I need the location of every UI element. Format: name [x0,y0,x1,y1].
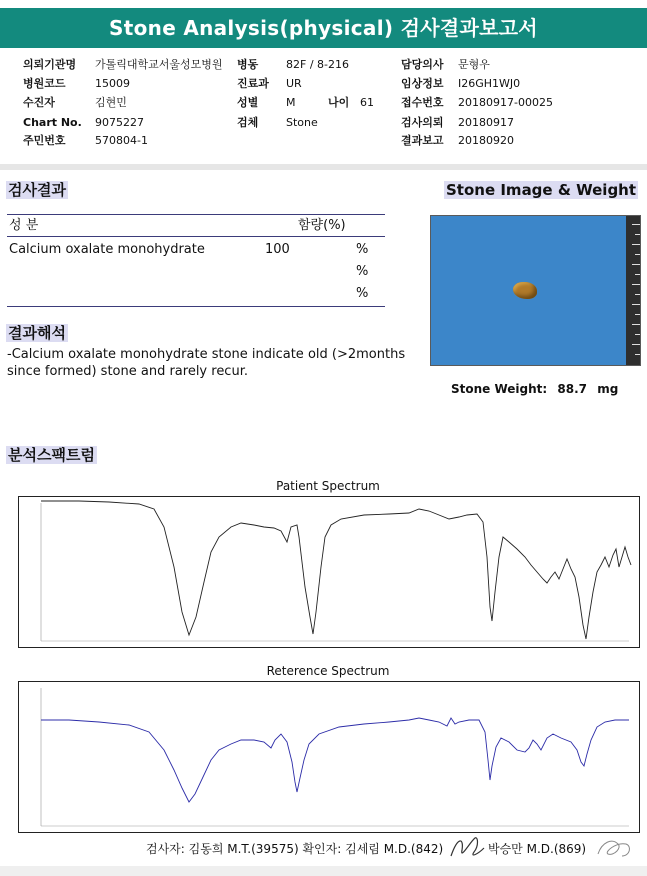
content-column-header: 함량(%) [298,218,346,233]
code-label: 병원코드 [23,77,66,90]
hospital-value: 가톨릭대학교서울성모병원 [95,58,223,71]
reference-spectrum-line [41,718,629,802]
request-label: 검사의뢰 [401,116,444,129]
reference-spectrum-plot [18,681,640,833]
id-label: 주민번호 [23,134,66,147]
age-value: 61 [360,96,374,109]
reference-spectrum-title: Reterence Spectrum [266,664,390,678]
specimen-value: Stone [286,116,318,129]
ward-label: 병동 [237,58,259,71]
sex-value: M [286,96,296,109]
results-table-bottom-rule [7,306,385,307]
spectrum-heading: 분석스팩트럼 [8,446,95,464]
interpretation-heading: 결과해석 [8,324,66,342]
handwritten-signature-2 [594,834,636,862]
chart-value: 9075227 [95,116,144,129]
receipt-value: 20180917-00025 [458,96,553,109]
doctor-label: 담당의사 [401,58,444,71]
sex-label: 성별 [237,96,259,109]
interpretation-line-2: since formed) stone and rarely recur. [7,364,248,379]
chart-label: Chart No. [23,116,82,129]
interpretation-line-1: -Calcium oxalate monohydrate stone indicate old (>2months [7,347,406,362]
component-value: 100 [265,242,290,257]
clinical-label: 임상정보 [401,77,444,90]
results-table-header-rule [7,236,385,237]
section-divider [0,164,647,170]
doctor-value: 문형우 [458,58,490,71]
stone-specimen [513,282,537,299]
handwritten-signature-1 [448,832,486,862]
footer-bar [0,866,647,876]
results-heading: 검사결과 [8,181,66,199]
results-table-top-rule [7,214,385,215]
patient-spectrum-title: Patient Spectrum [276,479,380,493]
age-label: 나이 [328,96,350,109]
id-value: 570804-1 [95,134,148,147]
reference-spectrum-chart [19,682,637,830]
patient-value: 김현민 [95,96,127,109]
dept-value: UR [286,77,302,90]
stone-weight-value: 88.7 [557,382,588,396]
stone-image-heading: Stone Image & Weight [446,181,637,199]
specimen-label: 검체 [237,116,259,129]
patient-spectrum-line [41,501,631,639]
component-name: Calcium oxalate monohydrate [9,242,205,257]
signature-line [146,840,443,857]
clinical-value: I26GH1WJ0 [458,77,521,90]
component-unit: % [356,286,369,301]
stone-photo [430,215,641,366]
dept-label: 진료과 [237,77,269,90]
request-value: 20180917 [458,116,514,129]
signature-text-director: 박승만 M.D.(869) [488,842,587,856]
stone-weight-label: Stone Weight: [451,382,548,396]
signature-text-examiners: 검사자: 김동희 M.T.(39575) 확인자: 김세림 M.D.(842) [146,842,444,856]
code-value: 15009 [95,77,130,90]
receipt-label: 접수번호 [401,96,444,109]
ward-value: 82F / 8-216 [286,58,349,71]
stone-weight-unit: mg [597,382,619,396]
patient-spectrum-plot [18,496,640,648]
report-date-label: 결과보고 [401,134,444,147]
component-unit: % [356,264,369,279]
hospital-label: 의뢰기관명 [23,58,77,71]
component-unit: % [356,242,369,257]
patient-label: 수진자 [23,96,55,109]
report-date-value: 20180920 [458,134,514,147]
component-column-header: 성 분 [9,218,39,233]
report-title: Stone Analysis(physical) 검사결과보고서 [0,8,647,48]
stone-weight [451,382,618,396]
ruler-scale [626,216,640,365]
patient-spectrum-chart [19,497,637,645]
